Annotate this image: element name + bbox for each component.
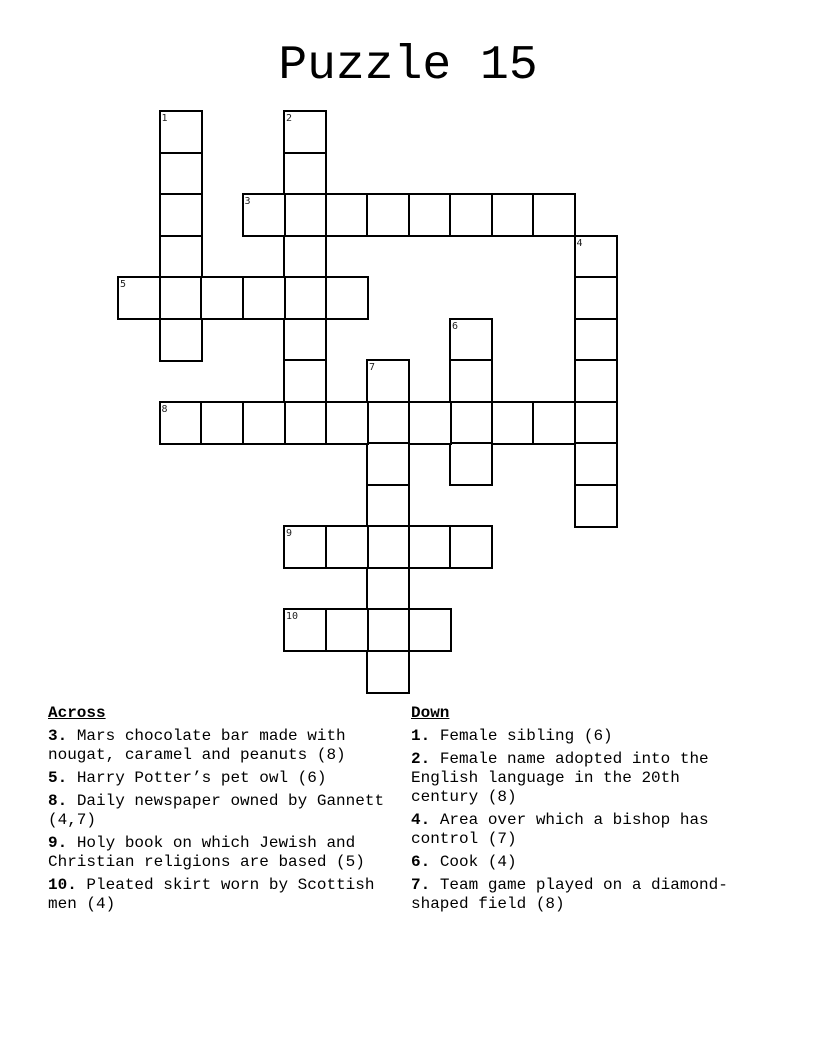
grid-cell[interactable] <box>366 484 410 528</box>
clue-item <box>48 834 393 872</box>
clue-number: 6. <box>411 853 431 871</box>
cell-number: 6 <box>452 320 459 332</box>
grid-cell[interactable] <box>366 525 410 569</box>
clue-item <box>411 811 746 849</box>
grid-cell[interactable] <box>449 193 493 237</box>
grid-cell[interactable] <box>283 359 327 403</box>
grid-cell[interactable] <box>283 110 327 154</box>
grid-cell[interactable] <box>325 401 369 445</box>
grid-cell[interactable] <box>449 359 493 403</box>
clue-text: Holy book on which Jewish and Christian religions are based (5) <box>48 834 365 871</box>
cell-number: 1 <box>161 113 168 124</box>
grid-cell[interactable] <box>574 442 618 486</box>
clue-text: Cook (4) <box>439 853 517 871</box>
grid-cell[interactable] <box>283 318 327 362</box>
grid-cell[interactable] <box>366 442 410 486</box>
down-heading: Down <box>411 704 450 722</box>
grid-cell[interactable] <box>449 525 493 569</box>
grid-cell[interactable] <box>449 442 493 486</box>
clue-number: 3. <box>48 727 68 745</box>
cell-number: 7 <box>369 362 376 373</box>
across-heading: Across <box>48 704 106 722</box>
cell-number: 9 <box>286 528 293 539</box>
grid-cell[interactable] <box>200 276 244 320</box>
grid-cell[interactable] <box>283 608 327 652</box>
grid-cell[interactable] <box>449 401 493 445</box>
grid-cell[interactable] <box>366 650 410 694</box>
grid-cell[interactable] <box>574 276 618 320</box>
grid-cell[interactable] <box>532 401 576 445</box>
grid-cell[interactable] <box>366 567 410 611</box>
clue-text: Pleated skirt worn by Scottish men (4) <box>48 876 375 913</box>
clue-text: Female sibling (6) <box>439 727 613 745</box>
puzzle-title: Puzzle 15 <box>278 39 538 93</box>
grid-cell[interactable] <box>159 276 203 320</box>
grid-cell[interactable] <box>325 276 369 320</box>
clue-item <box>48 769 393 788</box>
grid-cell[interactable] <box>283 193 327 237</box>
clue-text: Mars chocolate bar made with nougat, caramel and peanuts (8) <box>48 727 346 764</box>
grid-cell[interactable] <box>325 193 369 237</box>
clue-number: 5. <box>48 769 68 787</box>
grid-cell[interactable] <box>242 193 286 237</box>
grid-cell[interactable] <box>283 525 327 569</box>
cell-number: 10 <box>286 611 299 622</box>
grid-cell[interactable] <box>574 318 618 362</box>
grid-cell[interactable] <box>283 235 327 279</box>
grid-cell[interactable] <box>283 401 327 445</box>
grid-cell[interactable] <box>117 276 161 320</box>
grid-cell[interactable] <box>574 401 618 445</box>
grid-cell[interactable] <box>325 525 369 569</box>
clue-number: 2. <box>411 750 431 768</box>
grid-cell[interactable] <box>366 193 410 237</box>
clue-number: 1. <box>411 727 431 745</box>
clue-text: Female name adopted into the English language in the 20th century (8) <box>411 750 709 806</box>
grid-cell[interactable] <box>159 110 203 154</box>
clue-item <box>411 727 746 746</box>
grid-cell[interactable] <box>366 608 410 652</box>
grid-cell[interactable] <box>408 608 452 652</box>
grid-cell[interactable] <box>491 193 535 237</box>
clue-number: 9. <box>48 834 68 852</box>
down-clue-list <box>411 727 746 914</box>
grid-cell[interactable] <box>574 235 618 279</box>
clue-text: Harry Potter’s pet owl (6) <box>76 769 327 787</box>
across-clue-list <box>48 727 393 914</box>
grid-cell[interactable] <box>159 193 203 237</box>
grid-cell[interactable] <box>159 152 203 196</box>
grid-cell[interactable] <box>159 401 203 445</box>
clue-text: Team game played on a diamond-shaped field (8) <box>411 876 728 913</box>
clue-item <box>48 876 393 914</box>
cell-number: 8 <box>161 403 168 415</box>
grid-cell[interactable] <box>408 525 452 569</box>
clue-number: 10. <box>48 876 77 894</box>
grid-cell[interactable] <box>366 359 410 403</box>
grid-cell[interactable] <box>283 276 327 320</box>
across-clues <box>48 703 393 918</box>
cell-number: 2 <box>286 113 293 124</box>
clue-text: Area over which a bishop has control (7) <box>411 811 709 848</box>
cell-number: 3 <box>244 196 251 207</box>
clue-item <box>411 853 746 872</box>
grid-cell[interactable] <box>242 401 286 445</box>
grid-cell[interactable] <box>449 318 493 362</box>
grid-cell[interactable] <box>200 401 244 445</box>
grid-cell[interactable] <box>366 401 410 445</box>
grid-cell[interactable] <box>574 484 618 528</box>
grid-cell[interactable] <box>408 193 452 237</box>
clue-number: 7. <box>411 876 431 894</box>
clue-number: 8. <box>48 792 68 810</box>
clue-item <box>411 876 746 914</box>
cell-number: 5 <box>120 279 127 290</box>
grid-cell[interactable] <box>325 608 369 652</box>
grid-cell[interactable] <box>532 193 576 237</box>
grid-cell[interactable] <box>574 359 618 403</box>
clue-item <box>48 792 393 830</box>
grid-cell[interactable] <box>408 401 452 445</box>
down-clues <box>411 703 746 918</box>
clue-text: Daily newspaper owned by Gannett (4,7) <box>48 792 385 829</box>
grid-cell[interactable] <box>491 401 535 445</box>
grid-cell[interactable] <box>159 235 203 279</box>
grid-cell[interactable] <box>159 318 203 362</box>
grid-cell[interactable] <box>242 276 286 320</box>
grid-cell[interactable] <box>283 152 327 196</box>
clue-item <box>48 727 393 765</box>
cell-number: 4 <box>576 237 583 249</box>
clue-item <box>411 750 746 807</box>
clue-number: 4. <box>411 811 431 829</box>
